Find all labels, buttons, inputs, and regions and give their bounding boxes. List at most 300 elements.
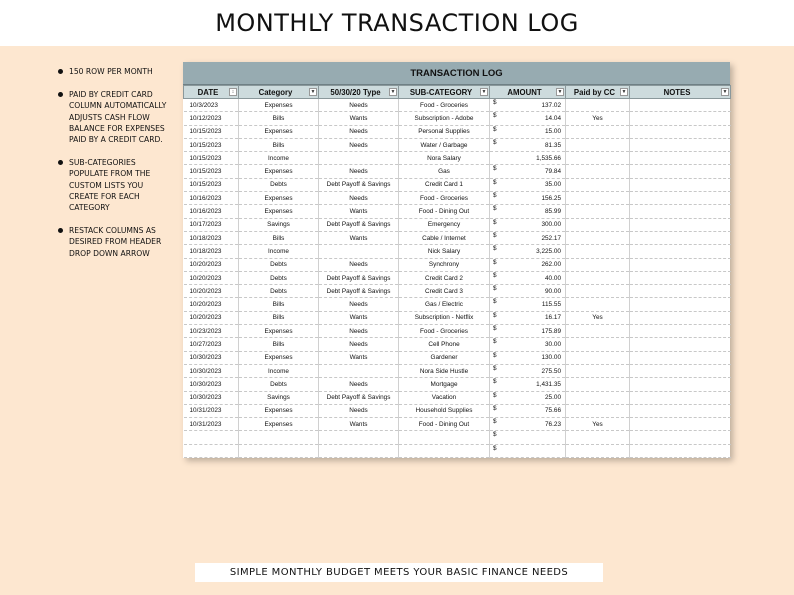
table-row: [184, 338, 731, 351]
paid-by-cc-cell[interactable]: [566, 285, 630, 298]
paid-by-cc-cell[interactable]: [566, 325, 630, 338]
notes-cell[interactable]: [630, 99, 731, 112]
amount-cell[interactable]: [490, 138, 566, 151]
sub-category-cell[interactable]: Household Supplies: [399, 404, 490, 417]
date-cell[interactable]: 10/20/2023: [184, 285, 239, 298]
amount-value: 3,225.00: [536, 247, 561, 255]
filter-dropdown-icon[interactable]: ▼: [621, 89, 627, 95]
currency-symbol: $: [493, 378, 497, 386]
amount-value: 16.17: [545, 314, 561, 322]
date-cell[interactable]: 10/30/2023: [184, 391, 239, 404]
currency-symbol: $: [493, 192, 497, 200]
table-row: [184, 298, 731, 311]
table-row: [184, 325, 731, 338]
table-row: [184, 192, 731, 205]
amount-value: 76.23: [545, 420, 561, 428]
table-row: [184, 205, 731, 218]
table-row: [184, 258, 731, 271]
bullet-icon: [58, 160, 63, 165]
currency-symbol: $: [493, 391, 497, 399]
paid-by-cc-cell[interactable]: [566, 404, 630, 417]
sub-category-cell[interactable]: Food - Dining Out: [399, 205, 490, 218]
notes-cell[interactable]: [630, 258, 731, 271]
date-cell[interactable]: 10/16/2023: [184, 192, 239, 205]
note-text: RESTACK COLUMNS AS DESIRED FROM HEADER DROP DOWN ARROW: [69, 226, 162, 258]
column-header-amount[interactable]: [490, 86, 566, 99]
currency-symbol: $: [493, 418, 497, 426]
amount-cell[interactable]: [490, 112, 566, 125]
paid-by-cc-cell[interactable]: [566, 364, 630, 377]
category-cell[interactable]: Bills: [239, 311, 319, 324]
notes-cell[interactable]: [630, 245, 731, 258]
filter-dropdown-icon[interactable]: ▼: [390, 89, 396, 95]
date-cell[interactable]: 10/23/2023: [184, 325, 239, 338]
amount-cell[interactable]: [490, 178, 566, 191]
currency-symbol: $: [493, 364, 497, 372]
notes-cell[interactable]: [630, 298, 731, 311]
currency-symbol: $: [493, 125, 497, 133]
currency-symbol: $: [493, 218, 497, 226]
currency-symbol: $: [493, 325, 497, 333]
amount-cell[interactable]: [490, 285, 566, 298]
sub-category-cell[interactable]: Subscription - Adobe: [399, 112, 490, 125]
date-cell[interactable]: 10/18/2023: [184, 231, 239, 244]
amount-value: 156.25: [541, 194, 561, 202]
type-cell[interactable]: Debt Payoff & Savings: [319, 285, 399, 298]
notes-cell[interactable]: [630, 404, 731, 417]
table-row: [184, 378, 731, 391]
category-cell[interactable]: Debts: [239, 285, 319, 298]
date-cell[interactable]: 10/15/2023: [184, 125, 239, 138]
amount-value: 81.35: [545, 141, 561, 149]
amount-value: 85.99: [545, 208, 561, 216]
table-row: [184, 245, 731, 258]
category-cell[interactable]: [239, 444, 319, 457]
column-header-type[interactable]: [319, 86, 399, 99]
category-cell[interactable]: Income: [239, 245, 319, 258]
date-cell[interactable]: [184, 444, 239, 457]
notes-cell[interactable]: [630, 178, 731, 191]
amount-cell[interactable]: [490, 218, 566, 231]
bullet-icon: [58, 92, 63, 97]
spreadsheet: [183, 62, 730, 458]
paid-by-cc-cell[interactable]: [566, 378, 630, 391]
category-cell[interactable]: Expenses: [239, 351, 319, 364]
amount-cell[interactable]: [490, 338, 566, 351]
column-header-sub-category[interactable]: [399, 86, 490, 99]
paid-by-cc-cell[interactable]: [566, 231, 630, 244]
currency-symbol: $: [493, 112, 497, 120]
currency-symbol: $: [493, 285, 497, 293]
amount-cell[interactable]: [490, 364, 566, 377]
notes-cell[interactable]: [630, 325, 731, 338]
type-cell[interactable]: Debt Payoff & Savings: [319, 391, 399, 404]
category-cell[interactable]: Debts: [239, 271, 319, 284]
paid-by-cc-cell[interactable]: [566, 391, 630, 404]
notes-cell[interactable]: [630, 418, 731, 431]
sub-category-cell[interactable]: Water / Garbage: [399, 138, 490, 151]
notes-cell[interactable]: [630, 152, 731, 165]
notes-cell[interactable]: [630, 391, 731, 404]
notes-cell[interactable]: [630, 378, 731, 391]
amount-cell[interactable]: [490, 418, 566, 431]
amount-value: 130.00: [541, 354, 561, 362]
table-row: [184, 311, 731, 324]
currency-symbol: $: [493, 404, 497, 412]
date-cell[interactable]: 10/16/2023: [184, 205, 239, 218]
sub-category-cell[interactable]: Credit Card 3: [399, 285, 490, 298]
paid-by-cc-cell[interactable]: [566, 351, 630, 364]
paid-by-cc-cell[interactable]: [566, 178, 630, 191]
amount-value: 300.00: [541, 221, 561, 229]
date-cell[interactable]: 10/17/2023: [184, 218, 239, 231]
type-cell[interactable]: [319, 152, 399, 165]
notes-cell[interactable]: [630, 218, 731, 231]
type-cell[interactable]: Needs: [319, 378, 399, 391]
title-banner: [0, 0, 794, 46]
sub-category-cell[interactable]: Personal Supplies: [399, 125, 490, 138]
notes-cell[interactable]: [630, 444, 731, 457]
notes-cell[interactable]: [630, 351, 731, 364]
category-cell[interactable]: Bills: [239, 138, 319, 151]
amount-cell[interactable]: [490, 431, 566, 444]
type-cell[interactable]: Debt Payoff & Savings: [319, 178, 399, 191]
type-cell[interactable]: Wants: [319, 112, 399, 125]
type-cell[interactable]: Needs: [319, 125, 399, 138]
amount-cell[interactable]: [490, 258, 566, 271]
table-row: [184, 152, 731, 165]
paid-by-cc-cell[interactable]: [566, 431, 630, 444]
currency-symbol: $: [493, 258, 497, 266]
currency-symbol: $: [493, 99, 497, 106]
category-cell[interactable]: Expenses: [239, 165, 319, 178]
table-row: [184, 165, 731, 178]
table-row: [184, 444, 731, 457]
currency-symbol: $: [493, 444, 497, 452]
column-header-label: Paid by CC: [573, 87, 616, 97]
paid-by-cc-cell[interactable]: [566, 152, 630, 165]
column-header-label: NOTES: [663, 87, 691, 97]
currency-symbol: $: [493, 338, 497, 346]
type-cell[interactable]: Debt Payoff & Savings: [319, 218, 399, 231]
currency-symbol: $: [493, 431, 497, 439]
table-row: [184, 125, 731, 138]
bullet-icon: [58, 228, 63, 233]
notes-cell[interactable]: [630, 338, 731, 351]
date-cell[interactable]: 10/3/2023: [184, 99, 239, 112]
amount-cell[interactable]: [490, 391, 566, 404]
amount-cell[interactable]: [490, 231, 566, 244]
column-header-paid-by-cc[interactable]: [566, 86, 630, 99]
sub-category-cell[interactable]: Emergency: [399, 218, 490, 231]
amount-value: 1,535.66: [536, 154, 561, 162]
notes-cell[interactable]: [630, 311, 731, 324]
notes-cell[interactable]: [630, 192, 731, 205]
paid-by-cc-cell[interactable]: [566, 258, 630, 271]
date-cell[interactable]: 10/27/2023: [184, 338, 239, 351]
column-header-label: Category: [258, 87, 293, 97]
currency-symbol: $: [493, 205, 497, 213]
sub-category-cell[interactable]: Gardener: [399, 351, 490, 364]
paid-by-cc-cell[interactable]: [566, 218, 630, 231]
type-cell[interactable]: Needs: [319, 404, 399, 417]
sub-category-cell[interactable]: Synchrony: [399, 258, 490, 271]
paid-by-cc-cell[interactable]: [566, 245, 630, 258]
amount-cell[interactable]: [490, 125, 566, 138]
amount-value: 35.00: [545, 181, 561, 189]
category-cell[interactable]: Expenses: [239, 125, 319, 138]
amount-value: 275.50: [541, 367, 561, 375]
date-cell[interactable]: 10/30/2023: [184, 351, 239, 364]
amount-value: 30.00: [545, 340, 561, 348]
header-row: [184, 86, 731, 99]
amount-value: 90.00: [545, 287, 561, 295]
amount-cell[interactable]: [490, 444, 566, 457]
note-item: [58, 225, 170, 259]
type-cell[interactable]: Wants: [319, 311, 399, 324]
sub-category-cell[interactable]: Food - Groceries: [399, 325, 490, 338]
date-cell[interactable]: 10/18/2023: [184, 245, 239, 258]
sub-category-cell[interactable]: Gas / Electric: [399, 298, 490, 311]
category-cell[interactable]: Expenses: [239, 325, 319, 338]
notes-cell[interactable]: [630, 205, 731, 218]
sub-category-cell[interactable]: Vacation: [399, 391, 490, 404]
category-cell[interactable]: Debts: [239, 258, 319, 271]
type-cell[interactable]: Wants: [319, 205, 399, 218]
sub-category-cell[interactable]: Cable / Internet: [399, 231, 490, 244]
type-cell[interactable]: [319, 431, 399, 444]
sub-category-cell[interactable]: [399, 444, 490, 457]
notes-cell[interactable]: [630, 364, 731, 377]
feature-notes: [58, 66, 170, 271]
category-cell[interactable]: Income: [239, 364, 319, 377]
table-row: [184, 99, 731, 112]
table-row: [184, 231, 731, 244]
paid-by-cc-cell[interactable]: [566, 125, 630, 138]
currency-symbol: $: [493, 311, 497, 319]
amount-cell[interactable]: [490, 192, 566, 205]
type-cell[interactable]: Needs: [319, 258, 399, 271]
sub-category-cell[interactable]: Credit Card 1: [399, 178, 490, 191]
notes-cell[interactable]: [630, 138, 731, 151]
paid-by-cc-cell[interactable]: [566, 192, 630, 205]
table-row: [184, 431, 731, 444]
table-row: [184, 404, 731, 417]
type-cell[interactable]: Needs: [319, 165, 399, 178]
type-cell[interactable]: Needs: [319, 138, 399, 151]
currency-symbol: $: [493, 298, 497, 306]
notes-cell[interactable]: [630, 112, 731, 125]
notes-cell[interactable]: [630, 165, 731, 178]
date-cell[interactable]: 10/20/2023: [184, 271, 239, 284]
amount-cell[interactable]: [490, 404, 566, 417]
sheet-title: TRANSACTION LOG: [183, 62, 730, 85]
category-cell[interactable]: Debts: [239, 378, 319, 391]
category-cell[interactable]: [239, 431, 319, 444]
table-row: [184, 178, 731, 191]
amount-cell[interactable]: [490, 311, 566, 324]
amount-value: 175.89: [541, 327, 561, 335]
type-cell[interactable]: [319, 444, 399, 457]
table-row: [184, 112, 731, 125]
sub-category-cell[interactable]: Subscription - Netflix: [399, 311, 490, 324]
sub-category-cell[interactable]: [399, 431, 490, 444]
amount-cell[interactable]: [490, 99, 566, 112]
category-cell[interactable]: Savings: [239, 391, 319, 404]
amount-cell[interactable]: [490, 152, 566, 165]
category-cell[interactable]: Expenses: [239, 418, 319, 431]
sub-category-cell[interactable]: Mortgage: [399, 378, 490, 391]
paid-by-cc-cell[interactable]: [566, 99, 630, 112]
sub-category-cell[interactable]: Gas: [399, 165, 490, 178]
sub-category-cell[interactable]: Nora Side Hustle: [399, 364, 490, 377]
sub-category-cell[interactable]: Nick Salary: [399, 245, 490, 258]
note-item: [58, 89, 170, 145]
amount-cell[interactable]: [490, 298, 566, 311]
amount-value: 262.00: [541, 261, 561, 269]
date-cell[interactable]: 10/30/2023: [184, 364, 239, 377]
type-cell[interactable]: Debt Payoff & Savings: [319, 271, 399, 284]
paid-by-cc-cell[interactable]: [566, 338, 630, 351]
date-cell[interactable]: 10/30/2023: [184, 378, 239, 391]
transaction-table: [183, 85, 731, 458]
amount-value: 40.00: [545, 274, 561, 282]
amount-value: 115.55: [541, 301, 561, 309]
type-cell[interactable]: Needs: [319, 192, 399, 205]
paid-by-cc-cell[interactable]: Yes: [566, 112, 630, 125]
sub-category-cell[interactable]: Credit Card 2: [399, 271, 490, 284]
currency-symbol: $: [493, 245, 497, 253]
currency-symbol: $: [493, 165, 497, 173]
filter-dropdown-icon[interactable]: ▼: [310, 89, 316, 95]
paid-by-cc-cell[interactable]: [566, 138, 630, 151]
table-row: [184, 364, 731, 377]
category-cell[interactable]: Expenses: [239, 192, 319, 205]
currency-symbol: $: [493, 231, 497, 239]
amount-value: 25.00: [545, 394, 561, 402]
currency-symbol: $: [493, 138, 497, 146]
amount-cell[interactable]: [490, 165, 566, 178]
column-header-label: AMOUNT: [507, 87, 542, 97]
amount-value: 79.84: [545, 168, 561, 176]
paid-by-cc-cell[interactable]: [566, 271, 630, 284]
sub-category-cell[interactable]: Food - Groceries: [399, 99, 490, 112]
filter-dropdown-icon[interactable]: ↕: [229, 88, 237, 96]
date-cell[interactable]: 10/20/2023: [184, 298, 239, 311]
paid-by-cc-cell[interactable]: Yes: [566, 418, 630, 431]
type-cell[interactable]: Wants: [319, 351, 399, 364]
type-cell[interactable]: Needs: [319, 298, 399, 311]
table-body: [184, 99, 731, 458]
column-header-label: 50/30/20 Type: [330, 87, 381, 97]
table-row: [184, 218, 731, 231]
table-row: [184, 418, 731, 431]
notes-cell[interactable]: [630, 431, 731, 444]
column-header-label: SUB-CATEGORY: [409, 87, 473, 97]
note-text: PAID BY CREDIT CARD COLUMN AUTOMATICALLY ADJUSTS CASH FLOW BALANCE FOR EXPENSES PAID BY A CREDIT CARD.: [69, 90, 167, 145]
column-header-notes[interactable]: [630, 86, 731, 99]
date-cell[interactable]: 10/12/2023: [184, 112, 239, 125]
type-cell[interactable]: Needs: [319, 325, 399, 338]
type-cell[interactable]: Wants: [319, 231, 399, 244]
paid-by-cc-cell[interactable]: [566, 298, 630, 311]
date-cell[interactable]: [184, 431, 239, 444]
notes-cell[interactable]: [630, 285, 731, 298]
category-cell[interactable]: Expenses: [239, 404, 319, 417]
table-row: [184, 271, 731, 284]
amount-cell[interactable]: [490, 205, 566, 218]
category-cell[interactable]: Bills: [239, 112, 319, 125]
type-cell[interactable]: [319, 364, 399, 377]
category-cell[interactable]: Expenses: [239, 205, 319, 218]
table-row: [184, 285, 731, 298]
date-cell[interactable]: 10/31/2023: [184, 404, 239, 417]
filter-dropdown-icon[interactable]: ▼: [481, 89, 487, 95]
category-cell[interactable]: Debts: [239, 178, 319, 191]
table-row: [184, 138, 731, 151]
paid-by-cc-cell[interactable]: Yes: [566, 311, 630, 324]
note-text: SUB-CATEGORIES POPULATE FROM THE CUSTOM LISTS YOU CREATE FOR EACH CATEGORY: [69, 158, 151, 213]
type-cell[interactable]: Needs: [319, 338, 399, 351]
date-cell[interactable]: 10/20/2023: [184, 258, 239, 271]
paid-by-cc-cell[interactable]: [566, 444, 630, 457]
amount-cell[interactable]: [490, 351, 566, 364]
notes-cell[interactable]: [630, 231, 731, 244]
filter-dropdown-icon[interactable]: ▼: [722, 89, 728, 95]
amount-cell[interactable]: [490, 245, 566, 258]
type-cell[interactable]: Wants: [319, 418, 399, 431]
category-cell[interactable]: Bills: [239, 298, 319, 311]
notes-cell[interactable]: [630, 271, 731, 284]
sub-category-cell[interactable]: Food - Groceries: [399, 192, 490, 205]
notes-cell[interactable]: [630, 125, 731, 138]
amount-value: 137.02: [541, 101, 561, 109]
filter-dropdown-icon[interactable]: ▼: [557, 89, 563, 95]
type-cell[interactable]: Needs: [319, 99, 399, 112]
bullet-icon: [58, 69, 63, 74]
category-cell[interactable]: Savings: [239, 218, 319, 231]
amount-cell[interactable]: [490, 271, 566, 284]
amount-cell[interactable]: [490, 378, 566, 391]
date-cell[interactable]: 10/15/2023: [184, 138, 239, 151]
paid-by-cc-cell[interactable]: [566, 165, 630, 178]
date-cell[interactable]: 10/31/2023: [184, 418, 239, 431]
currency-symbol: $: [493, 351, 497, 359]
date-cell[interactable]: 10/15/2023: [184, 178, 239, 191]
date-cell[interactable]: 10/15/2023: [184, 165, 239, 178]
table-row: [184, 351, 731, 364]
sub-category-cell[interactable]: Cell Phone: [399, 338, 490, 351]
category-cell[interactable]: Expenses: [239, 99, 319, 112]
category-cell[interactable]: Bills: [239, 338, 319, 351]
date-cell[interactable]: 10/20/2023: [184, 311, 239, 324]
note-text: 150 ROW PER MONTH: [69, 67, 153, 76]
amount-value: 252.17: [541, 234, 561, 242]
category-cell[interactable]: Income: [239, 152, 319, 165]
amount-value: 1,431.35: [536, 380, 561, 388]
sub-category-cell[interactable]: Food - Dining Out: [399, 418, 490, 431]
column-header-category[interactable]: [239, 86, 319, 99]
type-cell[interactable]: [319, 245, 399, 258]
currency-symbol: $: [493, 178, 497, 186]
column-header-date[interactable]: [184, 86, 239, 99]
sub-category-cell[interactable]: Nora Salary: [399, 152, 490, 165]
category-cell[interactable]: Bills: [239, 231, 319, 244]
amount-cell[interactable]: [490, 325, 566, 338]
paid-by-cc-cell[interactable]: [566, 205, 630, 218]
date-cell[interactable]: 10/15/2023: [184, 152, 239, 165]
note-item: [58, 66, 170, 77]
